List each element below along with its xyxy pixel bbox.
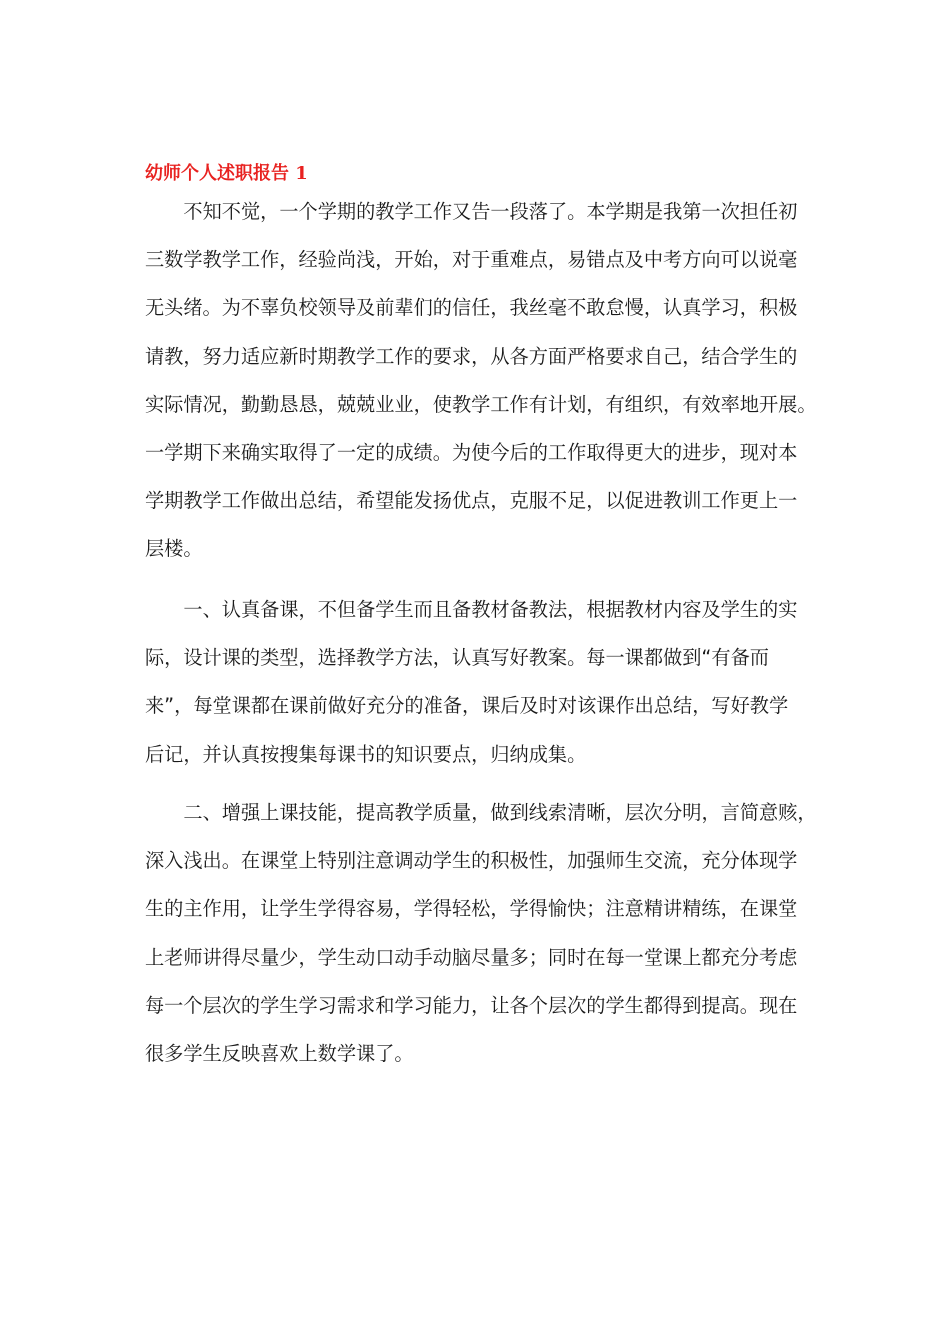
document-title: 幼师个人述职报告 1 xyxy=(145,163,308,184)
text-line: 很多学生反映喜欢上数学课了。 xyxy=(145,1041,414,1065)
text-line: 一学期下来确实取得了一定的成绩。为使今后的工作取得更大的进步，现对本 xyxy=(145,440,798,464)
text-line: 无头绪。为不辜负校领导及前辈们的信任，我丝毫不敢怠慢，认真学习，积极 xyxy=(145,296,798,320)
text-line: 学期教学工作做出总结，希望能发扬优点，克服不足，以促进教训工作更上一 xyxy=(145,489,798,513)
text-line: 层楼。 xyxy=(145,537,203,561)
paragraph-preparation xyxy=(145,586,805,779)
text-line: 深入浅出。在课堂上特别注意调动学生的积极性，加强师生交流，充分体现学 xyxy=(145,849,798,873)
paragraph-intro xyxy=(145,188,817,574)
text-line: 上老师讲得尽量少，学生动口动手动脑尽量多；同时在每一堂课上都充分考虑 xyxy=(145,945,798,969)
text-line: 来”，每堂课都在课前做好充分的准备，课后及时对该课作出总结，写好教学 xyxy=(145,694,789,718)
paragraph-teaching-skills xyxy=(145,789,817,1078)
text-line: 际，设计课的类型，选择教学方法，认真写好教案。每一课都做到“有备而 xyxy=(145,646,769,670)
text-line: 生的主作用，让学生学得容易，学得轻松，学得愉快；注意精讲精练，在课堂 xyxy=(145,897,798,921)
text-line: 后记，并认真按搜集每课书的知识要点，归纳成集。 xyxy=(145,742,587,766)
text-line: 实际情况，勤勤恳恳，兢兢业业，使教学工作有计划，有组织，有效率地开展。 xyxy=(145,392,817,416)
text-line: 不知不觉，一个学期的教学工作又告一段落了。本学期是我第一次担任初 xyxy=(183,200,798,223)
text-line: 三数学教学工作，经验尚浅，开始，对于重难点，易错点及中考方向可以说毫 xyxy=(145,248,798,272)
text-line: 请教，努力适应新时期教学工作的要求，从各方面严格要求自己，结合学生的 xyxy=(145,344,798,368)
text-line: 二、增强上课技能，提高教学质量，做到线索清晰，层次分明，言简意赅， xyxy=(183,801,817,824)
text-line: 每一个层次的学生学习需求和学习能力，让各个层次的学生都得到提高。现在 xyxy=(145,993,798,1017)
text-line: 一、认真备课，不但备学生而且备教材备教法，根据教材内容及学生的实 xyxy=(183,598,798,621)
